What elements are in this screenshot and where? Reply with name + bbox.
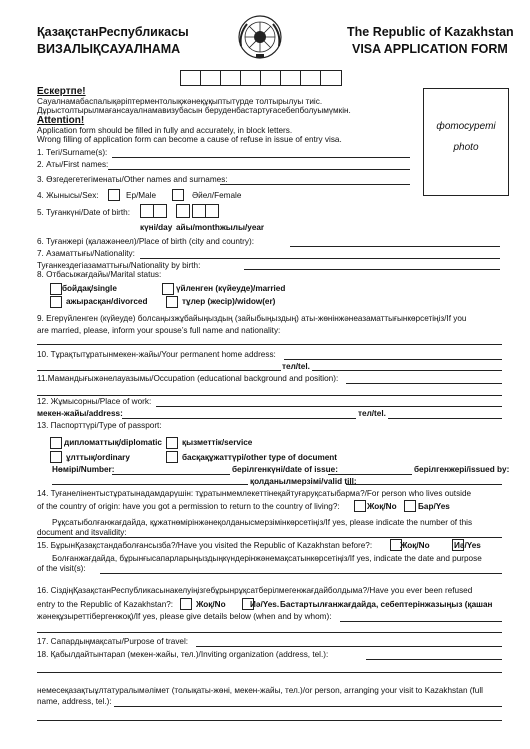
nationality-birth-field[interactable] bbox=[244, 269, 500, 270]
visit-details-label-1: Болғанжағдайда, бұрынғысапарларыңыздыңкүндерінжәнемақсатынкөрсетіңіз/If yes, indicate the date and purpose bbox=[52, 554, 482, 563]
emblem-icon bbox=[237, 14, 283, 60]
single-label: бойдақ/single bbox=[62, 284, 117, 293]
photo-label-kz: фотосуреті bbox=[436, 121, 496, 132]
return-permit-no-checkbox[interactable] bbox=[354, 500, 366, 512]
birthplace-label: 6. Туғанжері (қалажәнеел)/Place of birth (city and country): bbox=[37, 237, 254, 246]
male-label: Ер/Male bbox=[126, 191, 157, 200]
number-cell[interactable] bbox=[240, 70, 262, 86]
notice-kz-title: Ескертпе! bbox=[37, 86, 86, 97]
inviting-person-label-2: name, address, tel.): bbox=[37, 697, 112, 706]
header-left-line2: ВИЗАЛЫҚСАУАЛНАМА bbox=[37, 42, 181, 56]
work-place-field[interactable] bbox=[156, 406, 502, 407]
notice-kz-line1: Сауалнамабаспалықәріптерментолықжәнеқұқыптытүрде толтырылуы тиіс. bbox=[37, 97, 323, 106]
refused-label-1: 16. СіздіңҚазақстанРеспубликасынакелуіңізгебұрынрұқсатберілмегенжағдайболдыма?/Have you ever been refused bbox=[37, 586, 473, 595]
dob-label: 5. Туғанкүні/Date of birth: bbox=[37, 208, 130, 217]
visited-before-label: 15. БұрынҚазақстандаболғансызба?/Have you visited the Republic of Kazakhstan before?: bbox=[37, 541, 373, 550]
work-tel-label: тел/tel. bbox=[358, 409, 386, 418]
issued-by-field[interactable] bbox=[52, 484, 248, 485]
passport-number-label: Нөмірі/Number: bbox=[52, 465, 115, 474]
valid-till-field[interactable] bbox=[346, 484, 502, 485]
number-cell[interactable] bbox=[200, 70, 222, 86]
valid-till-label: қолданылмерзімі/valid till: bbox=[250, 477, 357, 486]
occupation-field[interactable] bbox=[346, 383, 502, 384]
home-address-label: 10. Тұрақтытұратынмекен-жайы/Your permanent home address: bbox=[37, 350, 276, 359]
ordinary-checkbox[interactable] bbox=[50, 451, 62, 463]
birthplace-field[interactable] bbox=[290, 246, 500, 247]
refused-details-label-1: Бастартылғанжағдайда, себептерінжазыңыз (қашан bbox=[280, 600, 493, 609]
inviting-org-field[interactable] bbox=[366, 659, 502, 660]
work-address-field[interactable] bbox=[122, 418, 356, 419]
issued-by-label: берілгенжері/issued by: bbox=[414, 465, 510, 474]
home-address-field-2[interactable] bbox=[37, 370, 281, 371]
other-doc-label: басқақұжаттүрі/other type of document bbox=[182, 453, 338, 462]
first-name-label: 2. Аты/First names: bbox=[37, 160, 109, 169]
permit-details-label-2: document and itsvalidity: bbox=[37, 528, 127, 537]
notice-en-line2: Wrong filling of application form can become a cause of refuse in issue of entry visa. bbox=[37, 135, 342, 144]
number-cell[interactable] bbox=[260, 70, 282, 86]
permit-details-label-1: Рұқсатыболғанжағдайда, құжатнөмірінжәнеқолданысмерзімінкөрсетіңіз/If yes, please indicate the number of this bbox=[52, 518, 473, 527]
nationality-label: 7. Азаматтығы/Nationality: bbox=[37, 249, 135, 258]
header-left-line1: ҚазақстанРеспубликасы bbox=[37, 25, 189, 39]
other-doc-checkbox[interactable] bbox=[166, 451, 178, 463]
occupation-field-2[interactable] bbox=[37, 395, 502, 396]
spouse-label-2: are married, please, inform your spouse’s full name and nationality: bbox=[37, 326, 281, 335]
number-cell[interactable] bbox=[220, 70, 242, 86]
married-label: үйленген (күйеуде)/married bbox=[176, 284, 286, 293]
return-permit-label-1: 14. Туғанелінентыстұратынадамдарүшін: тұратынмемлекеттінеқайтуғаруқсатыбарма?/For person who lives outside bbox=[37, 489, 472, 498]
dob-day-cell[interactable] bbox=[140, 204, 154, 218]
dob-year-cell[interactable] bbox=[205, 204, 219, 218]
visit-details-field[interactable] bbox=[100, 573, 502, 574]
home-address-field[interactable] bbox=[284, 359, 502, 360]
dob-year-label: жылы/year bbox=[220, 223, 265, 232]
refused-details-label-2: жәнеқұзыреттібергенжоқ)/If yes, please give details below (when and by whom): bbox=[37, 612, 332, 621]
service-label: қызметтік/service bbox=[182, 438, 253, 447]
refused-details-field-2[interactable] bbox=[37, 632, 502, 633]
female-checkbox[interactable] bbox=[172, 189, 184, 201]
passport-number-field[interactable] bbox=[112, 474, 230, 475]
return-permit-no-label: Жоқ/No bbox=[367, 502, 397, 511]
visited-yes-label: Иә/Yes bbox=[454, 541, 481, 550]
return-permit-yes-checkbox[interactable] bbox=[404, 500, 416, 512]
photo-label-en: photo bbox=[453, 142, 479, 153]
issue-date-label: берілгенкүні/date of issue: bbox=[232, 465, 338, 474]
diplomatic-checkbox[interactable] bbox=[50, 437, 62, 449]
number-cell[interactable] bbox=[320, 70, 342, 86]
dob-year-cell[interactable] bbox=[192, 204, 206, 218]
first-name-field[interactable] bbox=[108, 169, 410, 170]
dob-month-label: айы/month bbox=[176, 223, 220, 232]
notice-en-title: Attention! bbox=[37, 115, 85, 126]
purpose-field[interactable] bbox=[196, 646, 502, 647]
service-checkbox[interactable] bbox=[166, 437, 178, 449]
visit-details-label-2: of the visit(s): bbox=[37, 564, 86, 573]
other-names-field[interactable] bbox=[220, 184, 410, 185]
number-cell[interactable] bbox=[300, 70, 322, 86]
header-right-line2: VISA APPLICATION FORM bbox=[352, 42, 508, 56]
inviting-person-label-1: немесеқазақтыұлтатуралымәлімет (толықаты-жөні, мекен-жайы, тел.)/or person, arranging your visit to Kazakhstan (full bbox=[37, 686, 483, 695]
marital-label: 8. Отбасыжағдайы/Marital status: bbox=[37, 270, 162, 279]
spouse-field[interactable] bbox=[37, 344, 502, 345]
work-place-label: 12. Жұмысорны/Place of work: bbox=[37, 397, 152, 406]
widow-label: тұлер (жесір)/widow(er) bbox=[182, 297, 276, 306]
nationality-field[interactable] bbox=[140, 258, 500, 259]
inviting-person-field-2[interactable] bbox=[37, 720, 502, 721]
surname-label: 1. Тегі/Surname(s): bbox=[37, 148, 108, 157]
inviting-org-field-2[interactable] bbox=[37, 672, 502, 673]
permit-details-field[interactable] bbox=[37, 537, 502, 538]
return-permit-yes-label: Бар/Yes bbox=[418, 502, 450, 511]
refused-yes-label: Иә/Yes. bbox=[250, 600, 280, 609]
work-tel-field[interactable] bbox=[388, 418, 502, 419]
home-tel-label: тел/tel. bbox=[282, 362, 310, 371]
number-cell[interactable] bbox=[180, 70, 202, 86]
notice-kz-line2: Дұрыстолтырылмағансауалнамавизубасын беруденбастартуғасебепболуымүмкін. bbox=[37, 106, 351, 115]
surname-field[interactable] bbox=[112, 157, 410, 158]
single-checkbox[interactable] bbox=[50, 283, 62, 295]
header-right-line1: The Republic of Kazakhstan bbox=[347, 25, 514, 39]
other-names-label: 3. Өзгедегетегіменаты/Other names and surnames: bbox=[37, 175, 228, 184]
married-checkbox[interactable] bbox=[162, 283, 174, 295]
sex-label: 4. Жынысы/Sex: bbox=[37, 191, 99, 200]
return-permit-label-2: of the country of origin: have you got a permission to return to the country of living?: bbox=[37, 502, 340, 511]
inviting-org-label: 18. Қабылдайтынтарап (мекен-жайы, тел.)/Inviting organization (address, tel.): bbox=[37, 650, 329, 659]
occupation-label: 11.Мамандығыжәнелауазымы/Occupation (educational background and position): bbox=[37, 374, 339, 383]
diplomatic-label: дипломаттық/diplomatic bbox=[64, 438, 162, 447]
issue-date-field[interactable] bbox=[328, 474, 412, 475]
ordinary-label: ұлттық/ordinary bbox=[66, 453, 130, 462]
dob-day-label: күні/day bbox=[140, 223, 173, 232]
inviting-person-field[interactable] bbox=[114, 706, 502, 707]
passport-type-label: 13. Паспорттүрі/Type of passport: bbox=[37, 421, 162, 430]
number-cell[interactable] bbox=[280, 70, 302, 86]
notice-en-line1: Application form should be filled in fully and accurately, in block letters. bbox=[37, 126, 293, 135]
refused-details-field[interactable] bbox=[340, 621, 502, 622]
divorced-label: ажырасқан/divorced bbox=[66, 297, 148, 306]
work-address-label: мекен-жайы/address: bbox=[37, 409, 123, 418]
refused-no-label: Жоқ/No bbox=[196, 600, 226, 609]
dob-day-cell[interactable] bbox=[153, 204, 167, 218]
home-tel-field[interactable] bbox=[312, 370, 502, 371]
male-checkbox[interactable] bbox=[108, 189, 120, 201]
widow-checkbox[interactable] bbox=[166, 296, 178, 308]
visited-no-label: Жоқ/No bbox=[400, 541, 430, 550]
divorced-checkbox[interactable] bbox=[50, 296, 62, 308]
nationality-birth-label: Туғанкездегіазаматтығы/Nationality by birth: bbox=[37, 261, 201, 270]
refused-label-2: entry to the Republic of Kazakhstan?: bbox=[37, 600, 174, 609]
spouse-label-1: 9. Егерүйленген (күйеуде) болсаңызжұбайыңыздың (зайыбыңыздың) аты-жөнінжәнеазаматтығынкөрсетіңіз/If you bbox=[37, 314, 467, 323]
photo-box[interactable] bbox=[423, 88, 509, 196]
refused-no-checkbox[interactable] bbox=[180, 598, 192, 610]
dob-month-cell[interactable] bbox=[176, 204, 190, 218]
purpose-label: 17. Сапардыңмақсаты/Purpose of travel: bbox=[37, 637, 189, 646]
female-label: Әйел/Female bbox=[192, 191, 242, 200]
